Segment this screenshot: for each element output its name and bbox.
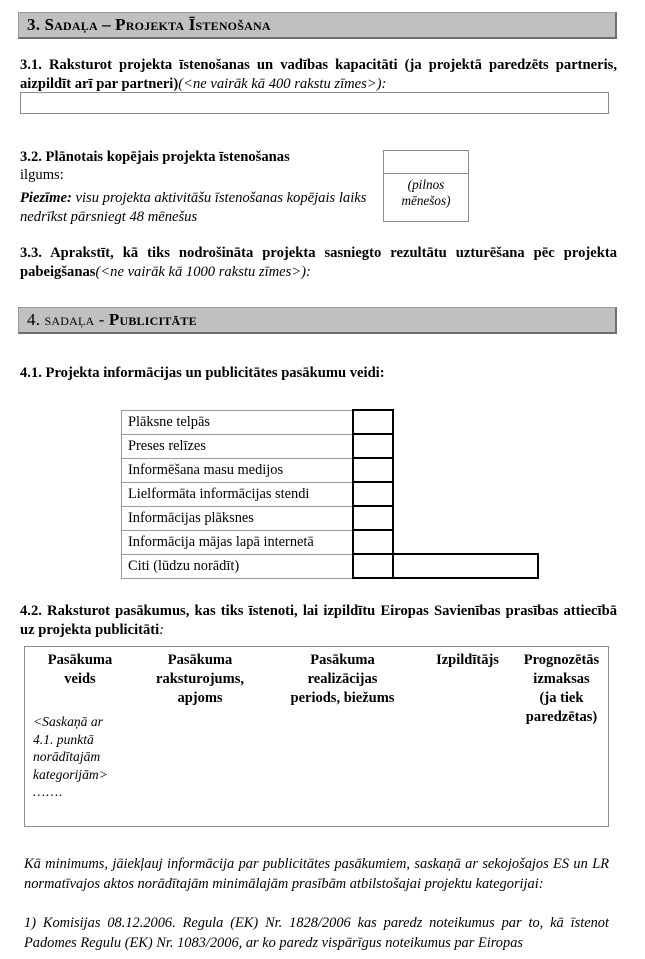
question-4-2-title-colon: : (159, 621, 165, 638)
question-3-3-text (20, 244, 617, 281)
section-4-separator: - (98, 310, 105, 329)
footer-paragraph-1: Kā minimums, jāiekļauj informācija par publicitātes pasākumiem, saskaņā ar sekojošajos ES un LR normatīvajos aktos norādītajām minimālajām prasībām atbilstošajai projektu kategorijai: (24, 856, 609, 892)
table-row (122, 458, 539, 482)
publicity-measures-first-cell-line0: <Saskaņā ar (33, 714, 103, 729)
table-row (122, 530, 539, 554)
column-header-measure-description-line1: raksturojums, (156, 671, 244, 687)
publicity-type-label-4: Informācijas plāksnes (122, 506, 354, 530)
column-header-forecast-costs (515, 647, 608, 727)
publicity-type-spacer-3 (393, 482, 538, 506)
section-4-header-text (19, 310, 197, 330)
section-3-word-sadala: Sadaļa (44, 15, 98, 34)
months-box-unit-line2: mēnešos) (401, 193, 451, 208)
question-3-1-text (20, 56, 617, 93)
column-header-measure-description-line0: Pasākuma (167, 652, 233, 668)
table-row (122, 482, 539, 506)
publicity-measures-first-cell-line3: kategorijām> (33, 766, 108, 782)
publicity-types-table (121, 409, 539, 579)
publicity-type-checkbox-5[interactable] (353, 530, 393, 554)
publicity-type-label-1: Preses relīzes (122, 434, 354, 458)
question-4-2-title (20, 602, 617, 639)
section-3-separator: – (102, 15, 111, 34)
section-3-number: 3. (27, 15, 41, 34)
publicity-type-spacer-2 (393, 458, 538, 482)
publicity-measures-first-cell[interactable] (33, 713, 125, 801)
column-header-forecast-costs-line2: (ja tiek (539, 690, 584, 706)
column-header-forecast-costs-line0: Prognozētās (523, 652, 600, 668)
column-header-measure-period-line2: periods, biežums (290, 690, 395, 706)
footer-paragraph-2: 1) Komisijas 08.12.2006. Regula (EK) Nr. 1828/2006 kas paredz noteikumus par to, kā īstenot Padomes Regulu (EK) Nr. 1083/2006, ar ko paredz vispārīgus noteikumus par Eiropas (24, 915, 609, 951)
question-3-2-note (20, 189, 368, 227)
column-header-measure-type-line0: Pasākuma (47, 652, 113, 668)
question-3-3-hint: (<ne vairāk kā 1000 rakstu zīmes>): (95, 263, 311, 280)
question-3-2-line2: ilgums: (20, 167, 64, 183)
section-3-word-title: Projekta Īstenošana (115, 15, 271, 34)
publicity-measures-table (24, 646, 609, 827)
column-header-measure-period (265, 647, 420, 727)
publicity-measures-first-cell-line1: 4.1. punktā (33, 731, 94, 747)
column-header-measure-description-line2: apjoms (177, 690, 223, 706)
publicity-type-spacer-4 (393, 506, 538, 530)
question-4-2-title-text: 4.2. Raksturot pasākumus, kas tiks īstenoti, lai izpildītu Eiropas Savienības prasības attiecībā uz projekta publicitāti (20, 603, 617, 638)
column-header-executor-line0: Izpildītājs (436, 652, 499, 668)
question-3-2-line1: 3.2. Plānotais kopējais projekta īstenošanas (20, 149, 290, 165)
column-header-forecast-costs-line1: izmaksas (533, 671, 590, 687)
months-box-unit (384, 177, 468, 209)
publicity-type-checkbox-4[interactable] (353, 506, 393, 530)
column-header-measure-type-line1: veids (64, 671, 96, 687)
publicity-type-checkbox-3[interactable] (353, 482, 393, 506)
publicity-type-label-2: Informēšana masu medijos (122, 458, 354, 482)
section-3-header-text (19, 15, 271, 35)
column-header-measure-description (135, 647, 265, 727)
publicity-type-checkbox-6[interactable] (353, 554, 393, 578)
publicity-type-label-6: Citi (lūdzu norādīt) (122, 554, 354, 578)
publicity-type-label-3: Lielformāta informācijas stendi (122, 482, 354, 506)
table-row (122, 554, 539, 578)
column-header-measure-period-line0: Pasākuma (310, 652, 375, 668)
section-3-header (18, 12, 617, 39)
column-header-executor (420, 647, 515, 727)
publicity-type-checkbox-2[interactable] (353, 458, 393, 482)
question-3-2-note-label: Piezīme: (20, 190, 72, 206)
months-box-divider (384, 173, 468, 174)
column-header-forecast-costs-line3: paredzētas) (525, 709, 598, 725)
publicity-type-label-5: Informācija mājas lapā internetā (122, 530, 354, 554)
publicity-type-spacer-1 (393, 434, 538, 458)
section-4-number: 4. (27, 310, 41, 329)
publicity-type-spacer-5 (393, 530, 538, 554)
months-box-unit-line1: (pilnos (407, 177, 445, 192)
publicity-measures-first-cell-line4: ……. (33, 784, 64, 799)
table-row (122, 410, 539, 434)
publicity-type-other-input[interactable] (393, 554, 538, 578)
question-3-2-note-text: visu projekta aktivitāšu īstenošanas kopējais laiks nedrīkst pārsniegt 48 mēnešus (20, 190, 367, 225)
section-4-word-sadala: sadaļa (44, 310, 95, 329)
answer-field-3-1[interactable] (20, 92, 609, 114)
publicity-types-table-body (122, 410, 539, 578)
section-4-header (18, 307, 617, 334)
section-4-word-title: Publicitāte (108, 310, 197, 329)
question-3-1-bold: 3.1. Raksturot projekta īstenošanas un vadības kapacitāti (ja projektā paredzēts partneris, aizpildīt arī par partneri) (20, 57, 617, 92)
question-3-3-bold: 3.3. Aprakstīt, kā tiks nodrošināta projekta sasniegto rezultātu uzturēšana pēc projekta pabeigšanas (20, 245, 617, 280)
answer-field-3-2-months[interactable] (383, 150, 469, 222)
publicity-type-checkbox-1[interactable] (353, 434, 393, 458)
publicity-type-checkbox-0[interactable] (353, 410, 393, 434)
publicity-type-spacer-0 (393, 410, 538, 434)
question-4-1-title: 4.1. Projekta informācijas un publicitātes pasākumu veidi: (20, 365, 385, 381)
table-row (122, 506, 539, 530)
question-3-1-hint: (<ne vairāk kā 400 rakstu zīmes>): (178, 75, 387, 92)
publicity-type-label-0: Plāksne telpās (122, 410, 354, 434)
column-header-measure-period-line1: realizācijas (307, 671, 378, 687)
table-row (122, 434, 539, 458)
publicity-measures-first-cell-line2: norādītajām (33, 749, 101, 764)
